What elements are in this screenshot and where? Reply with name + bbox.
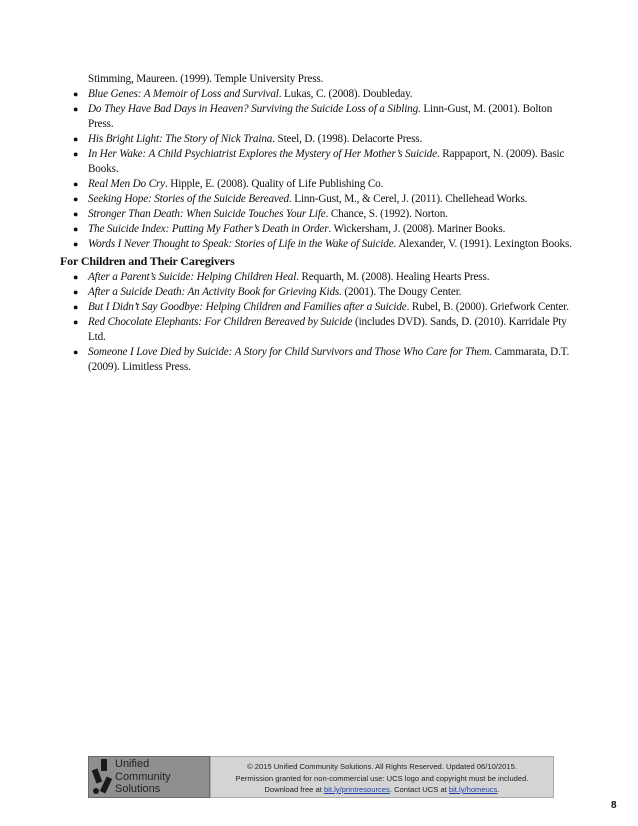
bullet-icon: ● — [73, 134, 79, 144]
list-item — [60, 315, 580, 345]
page-number: 8 — [611, 800, 617, 811]
list-item — [60, 102, 580, 132]
logo-text — [115, 758, 171, 796]
list-item — [60, 87, 580, 102]
footer-banner — [88, 756, 554, 798]
list-item — [60, 222, 580, 237]
adult-resources-list — [60, 87, 580, 252]
book-title: Do They Have Bad Days in Heaven? Surviving the Suicide Loss of a Sibling. — [88, 103, 421, 115]
list-item — [60, 345, 580, 375]
book-title: Real Men Do Cry — [88, 178, 165, 190]
list-item — [60, 177, 580, 192]
copyright-line: © 2015 Unified Community Solutions. All Rights Reserved. Updated 06/10/2015. — [247, 762, 517, 771]
book-details: . Rubel, B. (2000). Griefwork Center. — [406, 301, 569, 313]
bullet-icon: ● — [73, 224, 79, 234]
book-details: . Cammarata, D.T. (2009). Limitless Press. — [88, 346, 570, 373]
book-details: (includes DVD). Sands, D. (2010). Karridale Pty Ltd. — [88, 316, 567, 343]
book-title: But I Didn’t Say Goodbye: Helping Children and Families after a Suicide — [88, 301, 407, 313]
book-details: . Steel, D. (1998). Delacorte Press. — [272, 133, 423, 145]
download-line — [211, 784, 553, 796]
bullet-icon: ● — [73, 149, 79, 159]
bullet-icon: ● — [73, 104, 79, 114]
continued-entry: Stimming, Maureen. (1999). Temple University Press. — [88, 73, 324, 85]
list-item — [60, 207, 580, 222]
download-prefix: Download free at — [264, 785, 324, 794]
book-title: Seeking Hope: Stories of the Suicide Bereaved. — [88, 193, 292, 205]
logo-line: Solutions — [115, 783, 161, 795]
copyright-notice — [210, 756, 554, 798]
download-suffix: . — [497, 785, 500, 794]
reference-list — [60, 72, 580, 375]
bullet-icon: ● — [73, 179, 79, 189]
bullet-icon: ● — [73, 317, 79, 327]
ucs-logo-icon — [91, 759, 115, 795]
bullet-icon: ● — [73, 347, 79, 357]
print-resources-link[interactable]: bit.ly/printresources — [323, 785, 390, 794]
book-title: After a Parent’s Suicide: Helping Children Heal — [88, 271, 297, 283]
bullet-icon: ● — [73, 239, 79, 249]
bullet-icon: ● — [73, 209, 79, 219]
list-item — [60, 192, 580, 207]
book-details: . Hipple, E. (2008). Quality of Life Publishing Co. — [164, 178, 384, 190]
bullet-icon: ● — [73, 272, 79, 282]
permission-line: Permission granted for non-commercial use: UCS logo and copyright must be included. — [235, 773, 529, 783]
list-item — [60, 270, 580, 285]
list-item — [60, 285, 580, 300]
book-title: Stronger Than Death: When Suicide Touches Your Life — [88, 208, 326, 220]
book-details: Linn-Gust, M. (2001). Bolton Press. — [88, 103, 553, 130]
list-item — [60, 132, 580, 147]
book-details: . Lukas, C. (2008). Doubleday. — [278, 88, 413, 100]
list-item — [60, 300, 580, 315]
book-details: . Requarth, M. (2008). Healing Hearts Press. — [296, 271, 490, 283]
book-title: In Her Wake: A Child Psychiatrist Explores the Mystery of Her Mother’s Suicide — [88, 148, 437, 160]
list-item — [60, 237, 580, 252]
children-resources-list — [60, 270, 580, 375]
book-details: . Rappaport, N. (2009). Basic Books. — [88, 148, 565, 175]
book-details: . Alexander, V. (1991). Lexington Books. — [393, 238, 572, 250]
homeucs-link[interactable]: bit.ly/homeucs — [448, 785, 498, 794]
book-title: Blue Genes: A Memoir of Loss and Survival — [88, 88, 279, 100]
book-title: The Suicide Index: Putting My Father’s Death in Order — [88, 223, 329, 235]
logo-line: Community — [115, 770, 171, 783]
bullet-icon: ● — [73, 287, 79, 297]
bullet-icon: ● — [73, 194, 79, 204]
bullet-icon: ● — [73, 89, 79, 99]
book-details: . Chance, S. (1992). Norton. — [325, 208, 448, 220]
section-heading: For Children and Their Caregivers — [60, 254, 235, 268]
book-title: After a Suicide Death: An Activity Book for Grieving Kids. — [88, 286, 342, 298]
book-details: Linn-Gust, M., & Cerel, J. (2011). Chellehead Works. — [291, 193, 528, 205]
book-details: . Wickersham, J. (2008). Mariner Books. — [328, 223, 506, 235]
ucs-logo — [88, 756, 210, 798]
bullet-icon: ● — [73, 302, 79, 312]
book-title: His Bright Light: The Story of Nick Traina — [88, 133, 273, 145]
book-details: (2001). The Dougy Center. — [341, 286, 462, 298]
book-title: Red Chocolate Elephants: For Children Bereaved by Suicide — [88, 316, 353, 328]
book-title: Someone I Love Died by Suicide: A Story for Child Survivors and Those Who Care for Them — [88, 346, 490, 358]
book-title: Words I Never Thought to Speak: Stories of Life in the Wake of Suicide — [88, 238, 394, 250]
contact-prefix: . Contact UCS at — [389, 785, 449, 794]
list-item — [60, 147, 580, 177]
logo-line: Unified — [115, 758, 150, 770]
